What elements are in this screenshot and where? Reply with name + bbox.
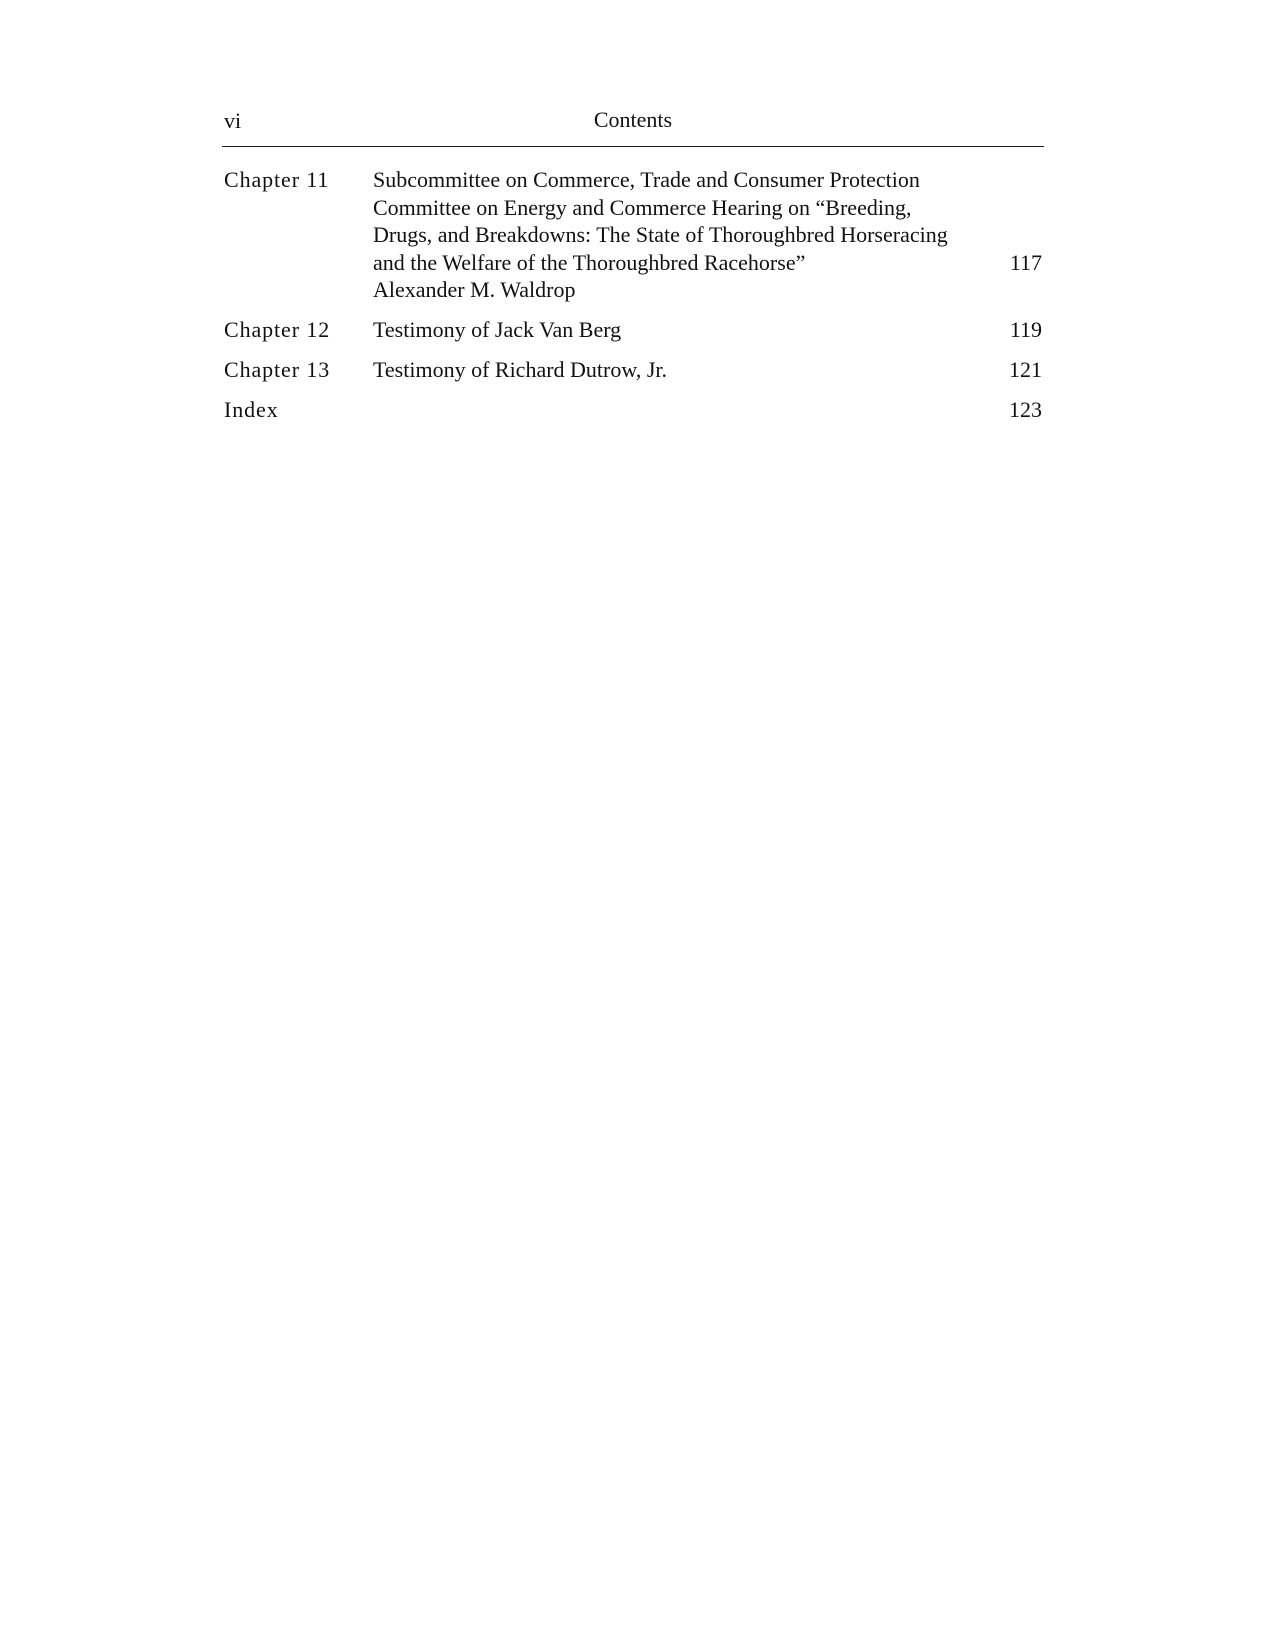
folio-page-number: vi [224, 108, 242, 133]
toc-entry-title-line: Subcommittee on Commerce, Trade and Consumer Protection [373, 167, 920, 192]
toc-entry-title [373, 166, 993, 304]
toc-entry-author: Alexander M. Waldrop [373, 277, 576, 302]
table-of-contents [224, 166, 1046, 424]
toc-entry-label: Chapter 13 [224, 357, 331, 382]
toc-entry-title [373, 396, 993, 424]
toc-entry-title-line: and the Welfare of the Thoroughbred Racehorse” [373, 249, 806, 275]
toc-entry-title-line: Testimony of Jack Van Berg [373, 317, 622, 342]
toc-entry-title-line: Testimony of Richard Dutrow, Jr. [373, 357, 667, 382]
toc-entry-label: Chapter 11 [224, 167, 330, 192]
toc-entry-title [373, 356, 993, 384]
toc-entry-title [373, 316, 993, 344]
toc-entry-title-line: Committee on Energy and Commerce Hearing on “Breeding, [373, 194, 912, 220]
running-header [222, 104, 1044, 147]
toc-entry-chapter-11[interactable] [224, 166, 1046, 304]
toc-entry-page-number: 117 [1009, 249, 1042, 275]
toc-entry-page-number: 121 [1009, 357, 1042, 382]
toc-entry-index[interactable] [224, 396, 1046, 424]
toc-entry-page-number: 119 [1009, 317, 1042, 342]
toc-entry-label: Chapter 12 [224, 317, 331, 342]
toc-entry-page-number: 123 [1009, 397, 1042, 422]
toc-entry-chapter-13[interactable] [224, 356, 1046, 384]
toc-entry-label: Index [224, 397, 279, 422]
running-head-title: Contents [593, 107, 673, 132]
toc-entry-chapter-12[interactable] [224, 316, 1046, 344]
toc-entry-title-line: Drugs, and Breakdowns: The State of Thoroughbred Horseracing [373, 222, 948, 247]
